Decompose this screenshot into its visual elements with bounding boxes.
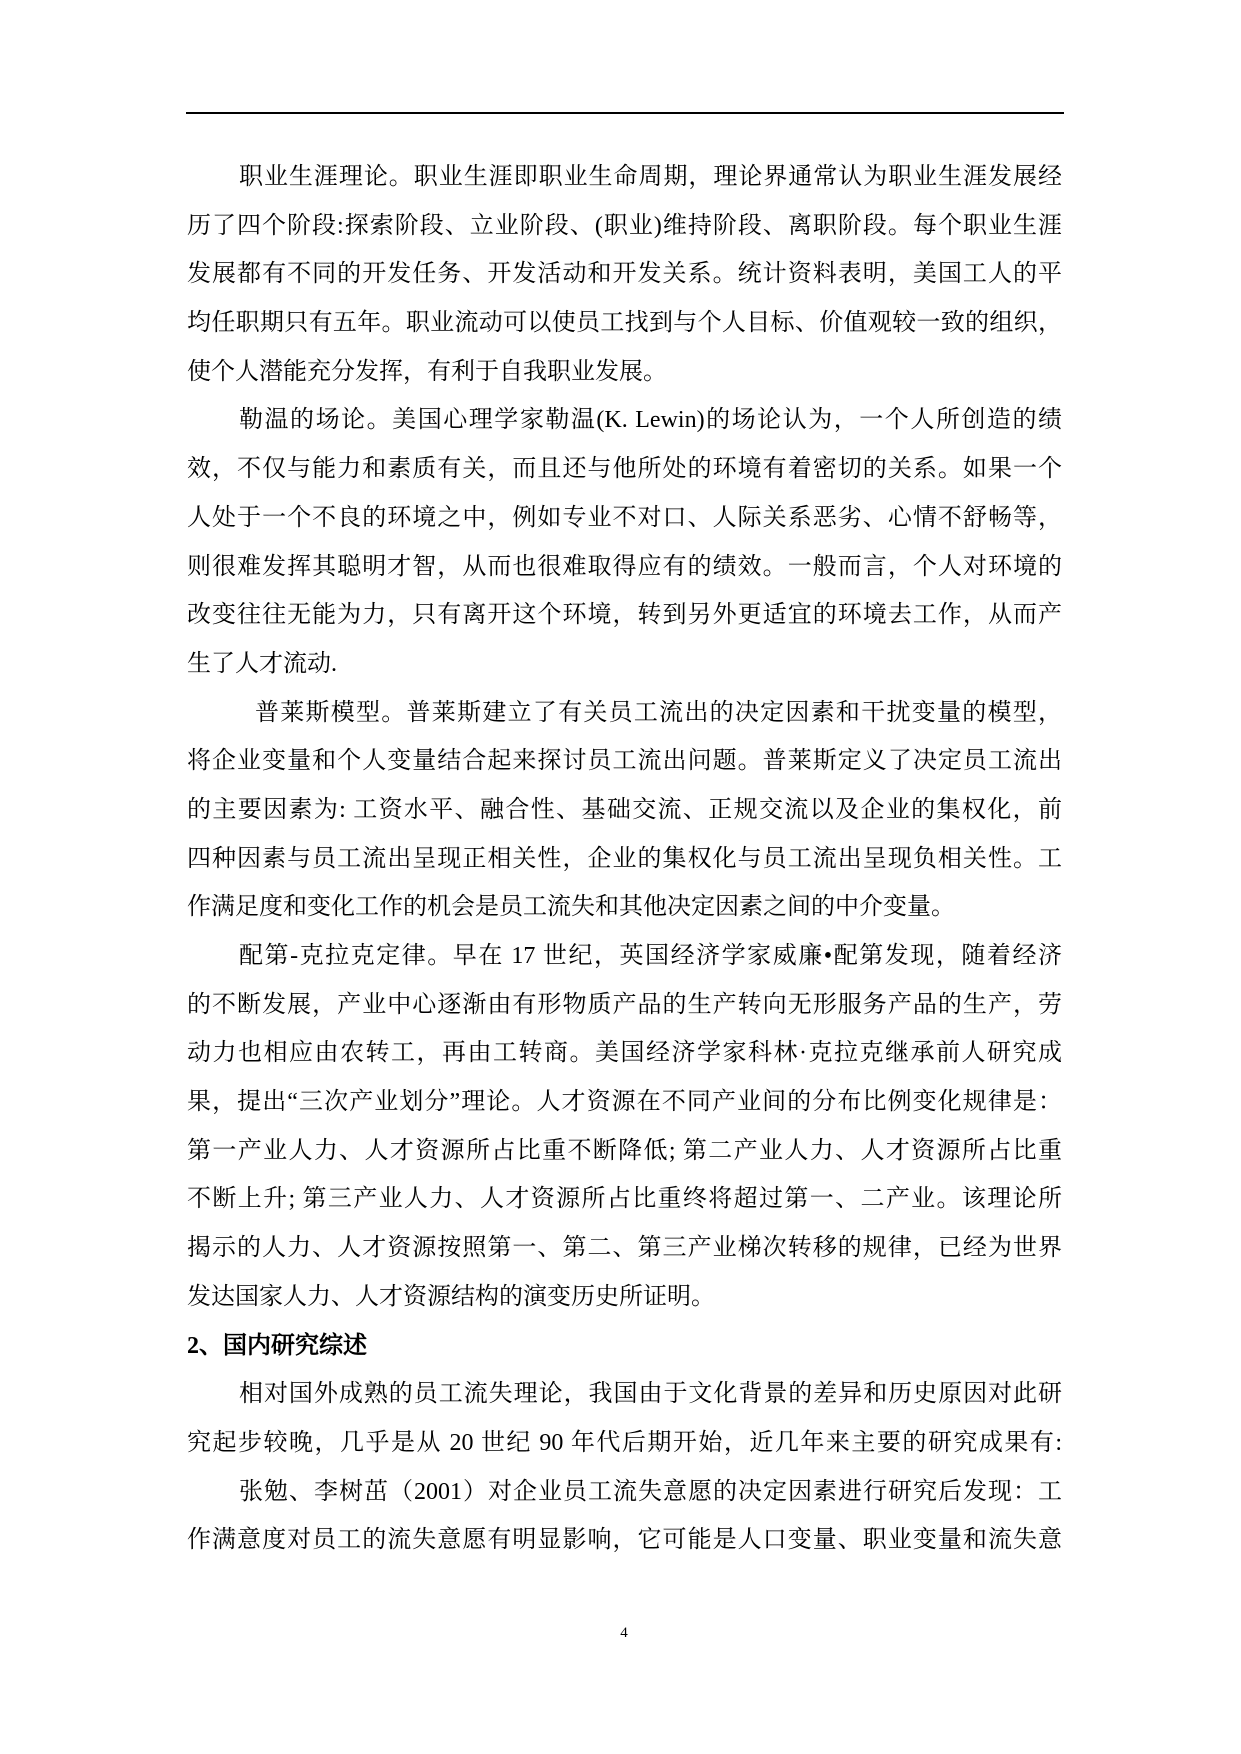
paragraph-line: 四种因素与员工流出呈现正相关性，企业的集权化与员工流出呈现负相关性。工 — [187, 845, 1062, 872]
paragraph-line: 历了四个阶段:探索阶段、立业阶段、(职业)维持阶段、离职阶段。每个职业生涯 — [187, 212, 1062, 239]
page-number: 4 — [620, 1625, 628, 1641]
paragraph-line: 的不断发展，产业中心逐渐由有形物质产品的生产转向无形服务产品的生产，劳 — [187, 991, 1062, 1018]
paragraph-line: 勒温的场论。美国心理学家勒温(K. Lewin)的场论认为，一个人所创造的绩 — [239, 407, 1062, 434]
paragraph-line: 改变往往无能为力，只有离开这个环境，转到另外更适宜的环境去工作，从而产 — [187, 602, 1062, 629]
paragraph-line: 作满意度对员工的流失意愿有明显影响，它可能是人口变量、职业变量和流失意 — [187, 1527, 1062, 1554]
paragraph-line: 究起步较晚，几乎是从 20 世纪 90 年代后期开始，近几年来主要的研究成果有: — [187, 1429, 1062, 1456]
paragraph-line: 动力也相应由农转工，再由工转商。美国经济学家科林·克拉克继承前人研究成 — [187, 1040, 1062, 1067]
paragraph-line: 均任职期只有五年。职业流动可以使员工找到与个人目标、价值观较一致的组织， — [187, 310, 1062, 337]
paragraph-line: 相对国外成熟的员工流失理论，我国由于文化背景的差异和历史原因对此研 — [239, 1381, 1062, 1408]
paragraph-line: 张勉、李树茁（2001）对企业员工流失意愿的决定因素进行研究后发现：工 — [239, 1478, 1062, 1505]
document-body — [187, 153, 1062, 1565]
paragraph-line: 使个人潜能充分发挥，有利于自我职业发展。 — [187, 358, 667, 385]
paragraph-career-theory — [187, 153, 1062, 396]
paragraph-line: 不断上升; 第三产业人力、人才资源所占比重终将超过第一、二产业。该理论所 — [187, 1186, 1062, 1213]
paragraph-line: 配第-克拉克定律。早在 17 世纪，英国经济学家威廉•配第发现，随着经济 — [239, 943, 1062, 969]
paragraph-line: 揭示的人力、人才资源按照第一、第二、第三产业梯次转移的规律，已经为世界 — [187, 1235, 1062, 1262]
paragraph-line: 生了人才流动. — [187, 650, 337, 677]
paragraph-price-model — [187, 689, 1062, 932]
paragraph-line: 职业生涯理论。职业生涯即职业生命周期，理论界通常认为职业生涯发展经 — [239, 164, 1062, 190]
paragraph-lewin-field-theory — [187, 396, 1062, 688]
section-heading: 2、国内研究综述 — [187, 1332, 367, 1359]
paragraph-line: 发达国家人力、人才资源结构的演变历史所证明。 — [187, 1283, 715, 1310]
paragraph-line: 将企业变量和个人变量结合起来探讨员工流出问题。普莱斯定义了决定员工流出 — [187, 748, 1062, 775]
paragraph-petty-clark-law — [187, 932, 1062, 1322]
paragraph-line: 的主要因素为: 工资水平、融合性、基础交流、正规交流以及企业的集权化，前 — [187, 796, 1062, 823]
paragraph-line: 果，提出“三次产业划分”理论。人才资源在不同产业间的分布比例变化规律是： — [187, 1089, 1062, 1116]
paragraph-zhang-li-study — [187, 1468, 1062, 1565]
paragraph-line: 则很难发挥其聪明才智，从而也很难取得应有的绩效。一般而言，个人对环境的 — [187, 553, 1062, 580]
paragraph-line: 发展都有不同的开发任务、开发活动和开发关系。统计资料表明，美国工人的平 — [187, 261, 1062, 288]
paragraph-domestic-overview — [187, 1370, 1062, 1467]
header-rule — [186, 112, 1064, 114]
paragraph-line: 效，不仅与能力和素质有关，而且还与他所处的环境有着密切的关系。如果一个 — [187, 456, 1062, 483]
paragraph-line: 人处于一个不良的环境之中，例如专业不对口、人际关系恶劣、心情不舒畅等， — [187, 504, 1062, 531]
paragraph-line: 作满足度和变化工作的机会是员工流失和其他决定因素之间的中介变量。 — [187, 894, 955, 921]
paragraph-line: 普莱斯模型。普莱斯建立了有关员工流出的决定因素和干扰变量的模型， — [255, 699, 1062, 726]
paragraph-line: 第一产业人力、人才资源所占比重不断降低; 第二产业人力、人才资源所占比重 — [187, 1137, 1062, 1164]
